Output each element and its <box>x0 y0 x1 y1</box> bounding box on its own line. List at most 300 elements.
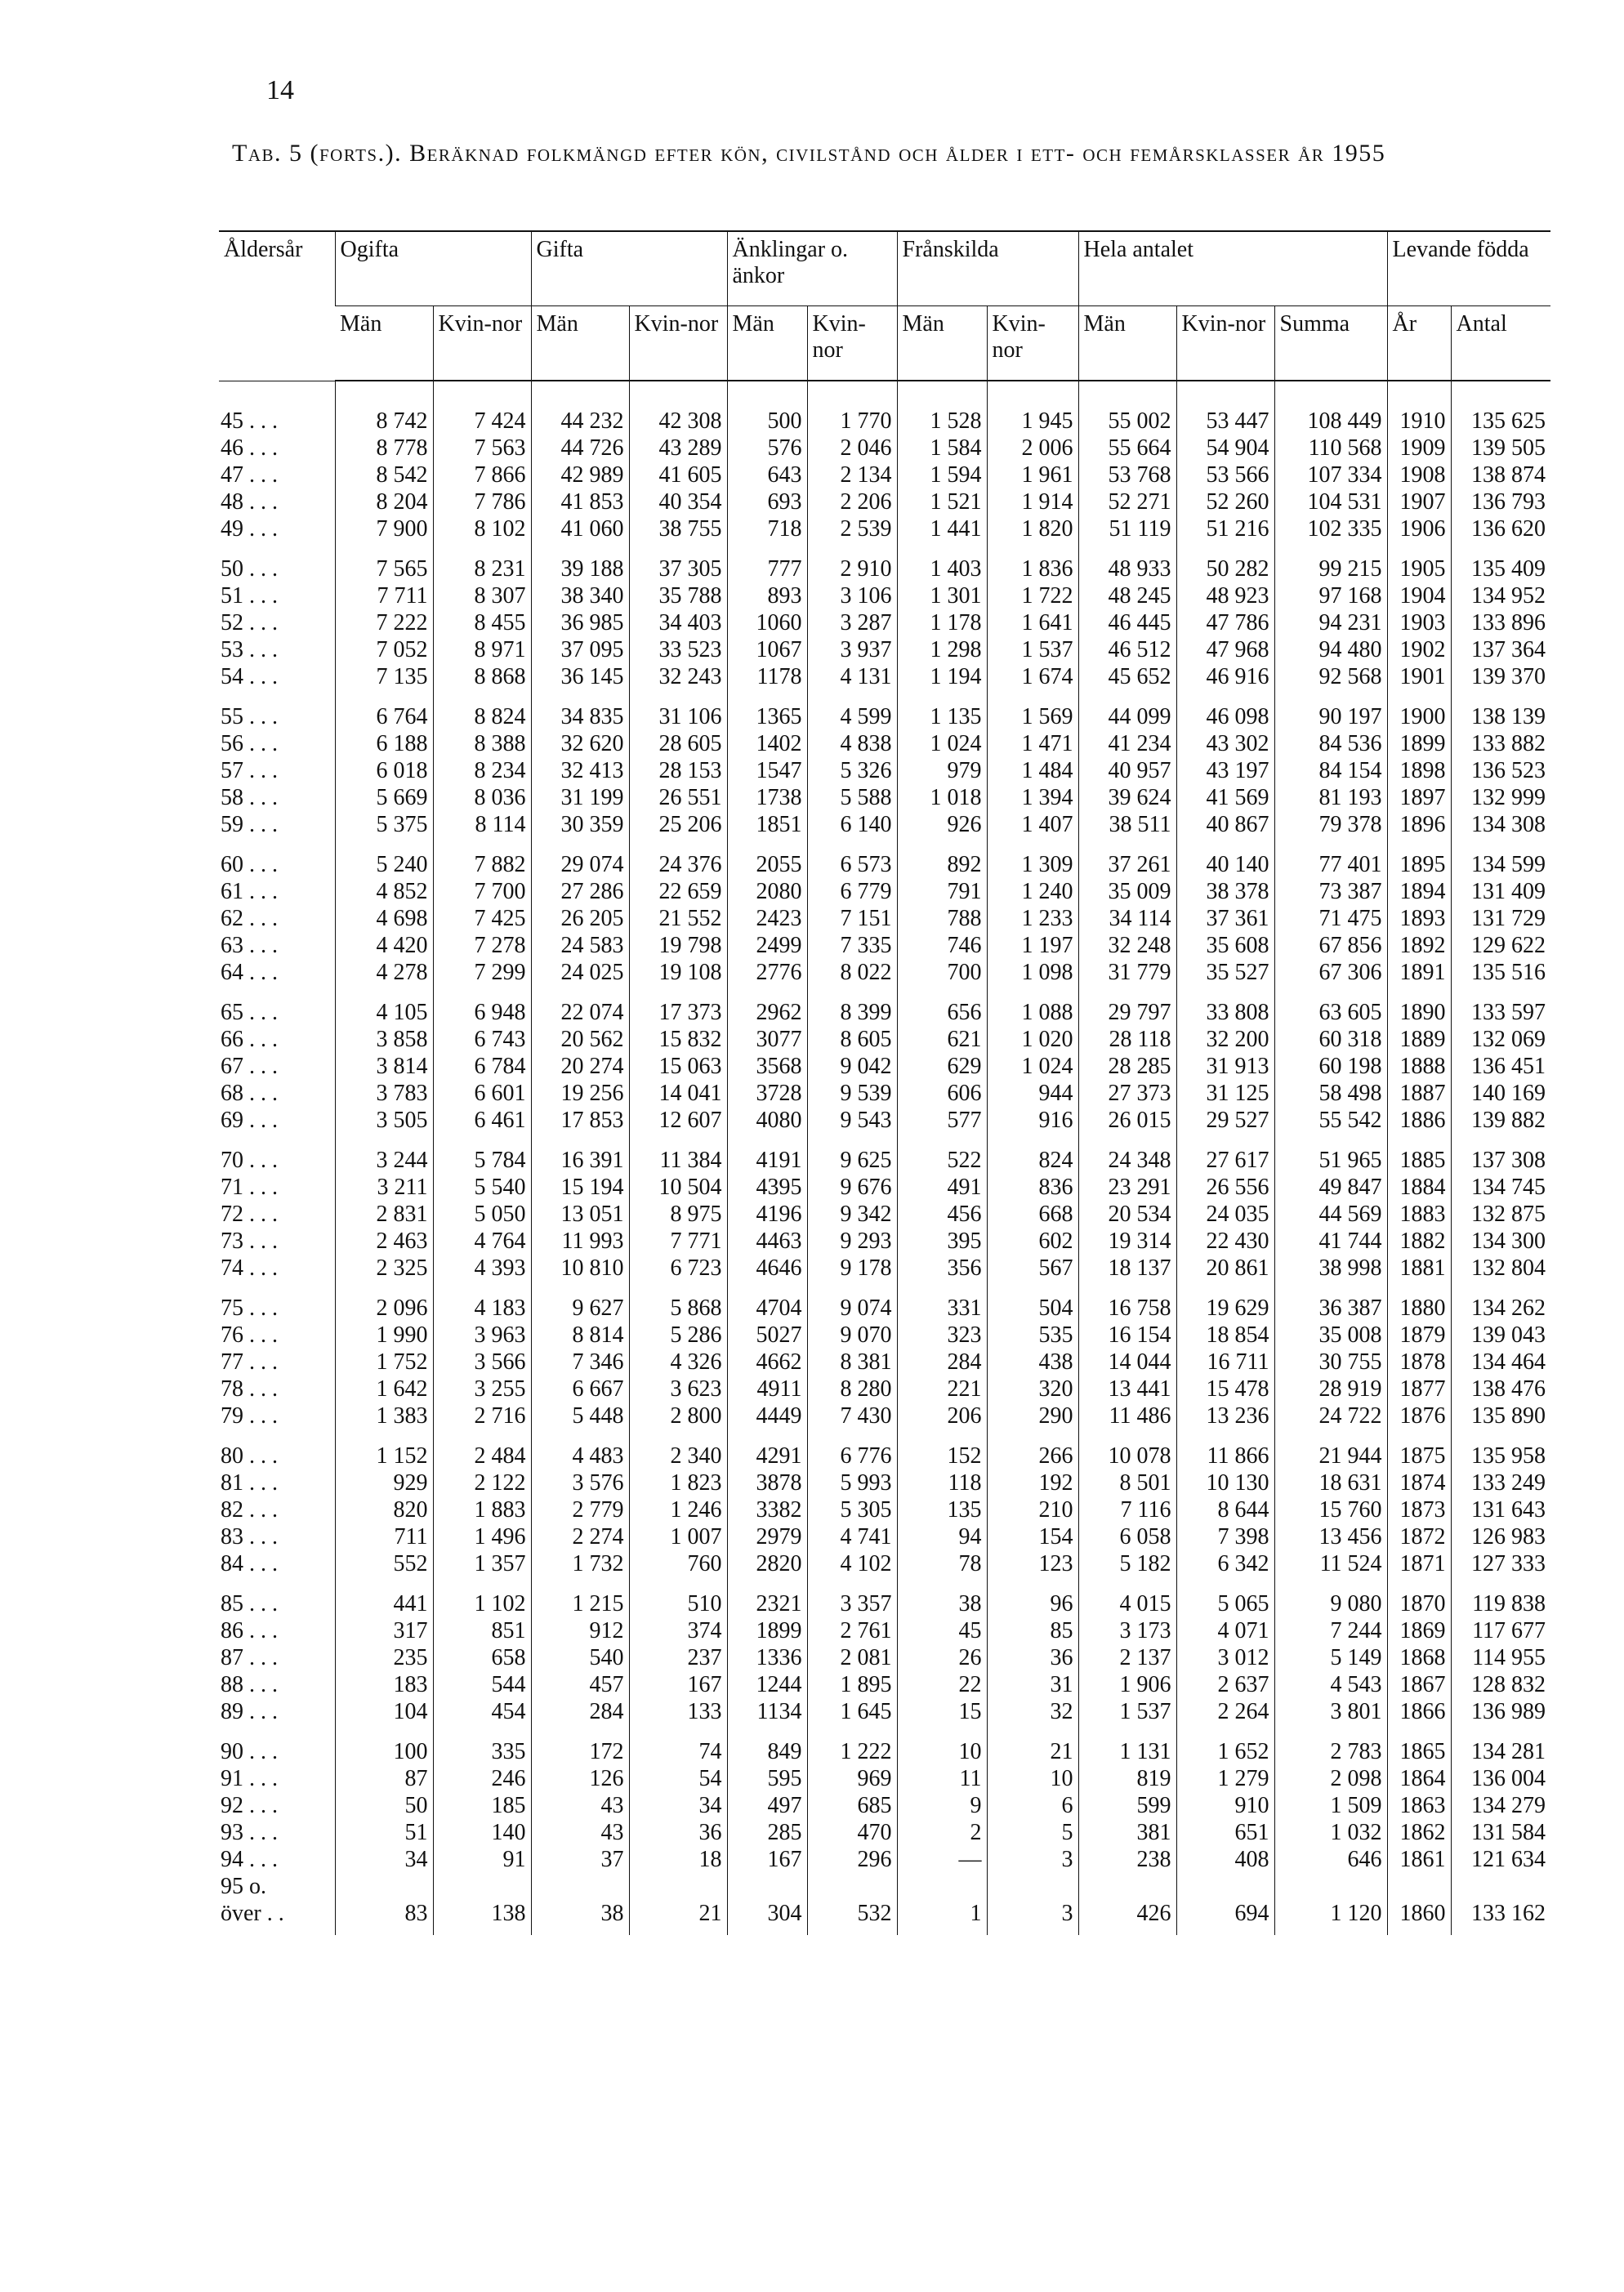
value-cell: 49 847 <box>1274 1174 1387 1201</box>
value-cell: 53 447 <box>1176 381 1274 435</box>
value-cell: 1896 <box>1387 811 1451 838</box>
table-row <box>219 1469 1550 1496</box>
value-cell: 7 116 <box>1078 1496 1176 1523</box>
value-cell: 16 154 <box>1078 1322 1176 1349</box>
value-cell: 656 <box>897 986 987 1026</box>
value-cell: 5 050 <box>433 1201 531 1228</box>
table-row <box>219 1873 1550 1900</box>
value-cell: 5 540 <box>433 1174 531 1201</box>
value-cell: 135 516 <box>1451 959 1550 986</box>
value-cell: 2776 <box>727 959 807 986</box>
value-cell: 4 741 <box>807 1523 897 1550</box>
value-cell: 651 <box>1176 1819 1274 1846</box>
value-cell: 1060 <box>727 609 807 636</box>
subheader-4: Män <box>727 306 807 381</box>
value-cell: 138 <box>433 1900 531 1935</box>
value-cell: 132 069 <box>1451 1026 1550 1053</box>
value-cell: 33 523 <box>629 636 727 663</box>
table-row <box>219 609 1550 636</box>
value-cell: 504 <box>987 1282 1078 1322</box>
value-cell: 1908 <box>1387 462 1451 488</box>
value-cell: 4 764 <box>433 1228 531 1255</box>
header-franskilda: Frånskilda <box>897 231 1078 306</box>
table-row <box>219 636 1550 663</box>
value-cell: 60 318 <box>1274 1026 1387 1053</box>
subheader-9: Kvin-nor <box>1176 306 1274 381</box>
value-cell: 4 420 <box>335 932 433 959</box>
value-cell: 7 299 <box>433 959 531 986</box>
value-cell: 4 326 <box>629 1349 727 1376</box>
value-cell: 711 <box>335 1523 433 1550</box>
value-cell: 7 052 <box>335 636 433 663</box>
value-cell: 185 <box>433 1792 531 1819</box>
value-cell: 139 043 <box>1451 1322 1550 1349</box>
value-cell: 5 286 <box>629 1322 727 1349</box>
subheader-6: Män <box>897 306 987 381</box>
value-cell: 19 798 <box>629 932 727 959</box>
value-cell: 1 298 <box>897 636 987 663</box>
table-row <box>219 878 1550 905</box>
value-cell: 454 <box>433 1698 531 1725</box>
value-cell: 8 778 <box>335 435 433 462</box>
value-cell: 51 119 <box>1078 515 1176 542</box>
value-cell: 1 914 <box>987 488 1078 515</box>
value-cell: 54 <box>629 1765 727 1792</box>
value-cell: 32 200 <box>1176 1026 1274 1053</box>
value-cell: 26 556 <box>1176 1174 1274 1201</box>
value-cell: 83 <box>335 1900 433 1935</box>
value-cell: 32 <box>987 1698 1078 1725</box>
value-cell: 912 <box>531 1617 629 1644</box>
value-cell: 34 403 <box>629 609 727 636</box>
value-cell: 84 154 <box>1274 757 1387 784</box>
value-cell: 10 <box>987 1765 1078 1792</box>
value-cell: 8 455 <box>433 609 531 636</box>
value-cell: 3 801 <box>1274 1698 1387 1725</box>
value-cell: 13 051 <box>531 1201 629 1228</box>
value-cell: 8 399 <box>807 986 897 1026</box>
value-cell: 849 <box>727 1725 807 1765</box>
value-cell: 9 080 <box>1274 1577 1387 1617</box>
value-cell: 5 868 <box>629 1282 727 1322</box>
table-row <box>219 1900 1550 1935</box>
table-row <box>219 1644 1550 1671</box>
value-cell: 1 823 <box>629 1469 727 1496</box>
value-cell: 6 <box>987 1792 1078 1819</box>
value-cell: 34 <box>629 1792 727 1819</box>
value-cell: 8 114 <box>433 811 531 838</box>
value-cell: 9 074 <box>807 1282 897 1322</box>
value-cell: 1899 <box>1387 730 1451 757</box>
value-cell: 1 279 <box>1176 1765 1274 1792</box>
value-cell: 3 814 <box>335 1053 433 1080</box>
value-cell: 4 102 <box>807 1550 897 1577</box>
table-title <box>232 137 1555 170</box>
value-cell: 1738 <box>727 784 807 811</box>
value-cell: 2962 <box>727 986 807 1026</box>
value-cell: 296 <box>807 1846 897 1873</box>
header-ogifta: Ogifta <box>335 231 531 306</box>
age-cell: 90 . . . <box>221 1739 278 1764</box>
value-cell: 2 046 <box>807 435 897 462</box>
value-cell: 9 070 <box>807 1322 897 1349</box>
value-cell: 36 <box>987 1644 1078 1671</box>
value-cell: 1 024 <box>987 1053 1078 1080</box>
value-cell: 3 566 <box>433 1349 531 1376</box>
value-cell: 522 <box>897 1134 987 1174</box>
value-cell: 3 783 <box>335 1080 433 1107</box>
subheader-7: Kvin-nor <box>987 306 1078 381</box>
value-cell: 694 <box>1176 1900 1274 1935</box>
value-cell: 31 <box>987 1671 1078 1698</box>
value-cell: 10 <box>897 1725 987 1765</box>
value-cell: 910 <box>1176 1792 1274 1819</box>
value-cell: 133 896 <box>1451 609 1550 636</box>
value-cell: 1 645 <box>807 1698 897 1725</box>
value-cell: 31 779 <box>1078 959 1176 986</box>
value-cell: 38 <box>897 1577 987 1617</box>
age-cell: 91 . . . <box>221 1766 278 1791</box>
value-cell: 77 401 <box>1274 838 1387 878</box>
value-cell: 1 496 <box>433 1523 531 1550</box>
value-cell: 4 543 <box>1274 1671 1387 1698</box>
age-cell: 83 . . . <box>221 1524 278 1550</box>
value-cell: 131 643 <box>1451 1496 1550 1523</box>
value-cell: 99 215 <box>1274 542 1387 582</box>
value-cell: 317 <box>335 1617 433 1644</box>
value-cell: 138 874 <box>1451 462 1550 488</box>
value-cell: 1867 <box>1387 1671 1451 1698</box>
value-cell: 21 <box>629 1900 727 1935</box>
age-cell: 85 . . . <box>221 1591 278 1616</box>
value-cell: 4191 <box>727 1134 807 1174</box>
age-cell: 48 . . . <box>221 489 278 515</box>
value-cell: 4 131 <box>807 663 897 690</box>
value-cell: 7 346 <box>531 1349 629 1376</box>
value-cell: 552 <box>335 1550 433 1577</box>
value-cell <box>897 1873 987 1900</box>
value-cell: 685 <box>807 1792 897 1819</box>
value-cell: 1 836 <box>987 542 1078 582</box>
value-cell: 133 882 <box>1451 730 1550 757</box>
value-cell: 1 007 <box>629 1523 727 1550</box>
value-cell: 893 <box>727 582 807 609</box>
value-cell: 20 534 <box>1078 1201 1176 1228</box>
value-cell: 5 305 <box>807 1496 897 1523</box>
value-cell: 1 309 <box>987 838 1078 878</box>
value-cell: 8 971 <box>433 636 531 663</box>
value-cell: 127 333 <box>1451 1550 1550 1577</box>
value-cell: 1906 <box>1387 515 1451 542</box>
value-cell: 28 919 <box>1274 1376 1387 1402</box>
value-cell: 15 478 <box>1176 1376 1274 1402</box>
value-cell: 46 445 <box>1078 609 1176 636</box>
table-row <box>219 1550 1550 1577</box>
value-cell: 4 278 <box>335 959 433 986</box>
value-cell: 6 723 <box>629 1255 727 1282</box>
value-cell: 30 359 <box>531 811 629 838</box>
age-cell: 68 . . . <box>221 1081 278 1106</box>
age-cell: 82 . . . <box>221 1497 278 1523</box>
value-cell: 10 504 <box>629 1174 727 1201</box>
value-cell: 1 018 <box>897 784 987 811</box>
value-cell: 1898 <box>1387 757 1451 784</box>
value-cell: 221 <box>897 1376 987 1402</box>
value-cell: 38 511 <box>1078 811 1176 838</box>
value-cell: 304 <box>727 1900 807 1935</box>
value-cell: 134 599 <box>1451 838 1550 878</box>
value-cell: 40 354 <box>629 488 727 515</box>
value-cell: 48 933 <box>1078 542 1176 582</box>
table-row <box>219 1134 1550 1174</box>
value-cell: 4 698 <box>335 905 433 932</box>
value-cell: 34 <box>335 1846 433 1873</box>
value-cell: 41 744 <box>1274 1228 1387 1255</box>
table-row <box>219 1846 1550 1873</box>
value-cell: 1876 <box>1387 1402 1451 1429</box>
value-cell: 2979 <box>727 1523 807 1550</box>
value-cell: — <box>897 1846 987 1873</box>
value-cell: 1 152 <box>335 1429 433 1469</box>
value-cell: 108 449 <box>1274 381 1387 435</box>
value-cell: 1 441 <box>897 515 987 542</box>
value-cell: 1 020 <box>987 1026 1078 1053</box>
value-cell: 133 <box>629 1698 727 1725</box>
age-cell: 95 o. <box>221 1874 266 1899</box>
value-cell: 929 <box>335 1469 433 1496</box>
value-cell: 5 240 <box>335 838 433 878</box>
value-cell: 32 620 <box>531 730 629 757</box>
header-age: Åldersår <box>219 231 335 381</box>
value-cell: 395 <box>897 1228 987 1255</box>
value-cell: 34 835 <box>531 690 629 730</box>
value-cell: 4463 <box>727 1228 807 1255</box>
value-cell: 1244 <box>727 1671 807 1698</box>
value-cell: 136 451 <box>1451 1053 1550 1080</box>
table-row <box>219 959 1550 986</box>
value-cell: 36 985 <box>531 609 629 636</box>
value-cell: 9 293 <box>807 1228 897 1255</box>
value-cell: 1 <box>897 1900 987 1935</box>
value-cell: 46 916 <box>1176 663 1274 690</box>
value-cell: 2 122 <box>433 1469 531 1496</box>
table-row <box>219 1671 1550 1698</box>
value-cell: 3878 <box>727 1469 807 1496</box>
value-cell: 7 425 <box>433 905 531 932</box>
value-cell: 133 249 <box>1451 1469 1550 1496</box>
value-cell: 824 <box>987 1134 1078 1174</box>
value-cell: 8 605 <box>807 1026 897 1053</box>
value-cell: 2321 <box>727 1577 807 1617</box>
value-cell: 1897 <box>1387 784 1451 811</box>
value-cell: 8 102 <box>433 515 531 542</box>
value-cell: 11 524 <box>1274 1550 1387 1577</box>
table-caption: Beräknad folkmängd efter kön, civilstånd och ålder i ett- och femårsklasser år 1955 <box>409 140 1386 167</box>
value-cell: 7 866 <box>433 462 531 488</box>
age-cell: 64 . . . <box>221 960 278 985</box>
value-cell: 134 952 <box>1451 582 1550 609</box>
table-row <box>219 1402 1550 1429</box>
value-cell: 12 607 <box>629 1107 727 1134</box>
value-cell: 19 108 <box>629 959 727 986</box>
age-cell: 66 . . . <box>221 1027 278 1052</box>
value-cell: 15 832 <box>629 1026 727 1053</box>
value-cell: 2 264 <box>1176 1698 1274 1725</box>
value-cell: 944 <box>987 1080 1078 1107</box>
value-cell: 1863 <box>1387 1792 1451 1819</box>
table-row <box>219 515 1550 542</box>
value-cell: 3 106 <box>807 582 897 609</box>
value-cell: 107 334 <box>1274 462 1387 488</box>
age-cell: 79 . . . <box>221 1403 278 1429</box>
value-cell: 1 032 <box>1274 1819 1387 1846</box>
value-cell: 1882 <box>1387 1228 1451 1255</box>
value-cell: 1 509 <box>1274 1792 1387 1819</box>
value-cell: 532 <box>807 1900 897 1935</box>
value-cell: 110 568 <box>1274 435 1387 462</box>
value-cell: 134 464 <box>1451 1349 1550 1376</box>
age-cell: 56 . . . <box>221 731 278 756</box>
value-cell: 1 357 <box>433 1550 531 1577</box>
value-cell: 1900 <box>1387 690 1451 730</box>
value-cell: 136 793 <box>1451 488 1550 515</box>
value-cell: 81 193 <box>1274 784 1387 811</box>
table-row <box>219 1523 1550 1550</box>
value-cell: 4911 <box>727 1376 807 1402</box>
value-cell: 26 015 <box>1078 1107 1176 1134</box>
value-cell: 1 233 <box>987 905 1078 932</box>
value-cell: 246 <box>433 1765 531 1792</box>
value-cell: 1402 <box>727 730 807 757</box>
value-cell: 31 199 <box>531 784 629 811</box>
table-row <box>219 582 1550 609</box>
value-cell: 544 <box>433 1671 531 1698</box>
value-cell: 4 015 <box>1078 1577 1176 1617</box>
value-cell: 16 711 <box>1176 1349 1274 1376</box>
value-cell: 44 569 <box>1274 1201 1387 1228</box>
value-cell: 136 004 <box>1451 1765 1550 1792</box>
value-cell: 22 659 <box>629 878 727 905</box>
value-cell: 123 <box>987 1550 1078 1577</box>
value-cell: 11 <box>897 1765 987 1792</box>
value-cell: 820 <box>335 1496 433 1523</box>
value-cell: 119 838 <box>1451 1577 1550 1617</box>
value-cell: 4 105 <box>335 986 433 1026</box>
value-cell: 2 800 <box>629 1402 727 1429</box>
value-cell: 44 726 <box>531 435 629 462</box>
value-cell: 2 137 <box>1078 1644 1176 1671</box>
value-cell: 128 832 <box>1451 1671 1550 1698</box>
table-row <box>219 435 1550 462</box>
value-cell: 135 890 <box>1451 1402 1550 1429</box>
value-cell: 35 008 <box>1274 1322 1387 1349</box>
value-cell: 2080 <box>727 878 807 905</box>
table-row <box>219 1617 1550 1644</box>
value-cell: 374 <box>629 1617 727 1644</box>
value-cell: 15 063 <box>629 1053 727 1080</box>
value-cell: 52 260 <box>1176 488 1274 515</box>
age-cell: 61 . . . <box>221 879 278 904</box>
value-cell: 21 <box>987 1725 1078 1765</box>
table-row <box>219 1322 1550 1349</box>
value-cell: 206 <box>897 1402 987 1429</box>
age-cell: 81 . . . <box>221 1470 278 1496</box>
value-cell: 137 308 <box>1451 1134 1550 1174</box>
value-cell: 1907 <box>1387 488 1451 515</box>
age-cell: 73 . . . <box>221 1228 278 1254</box>
table-row <box>219 1376 1550 1402</box>
value-cell: 37 361 <box>1176 905 1274 932</box>
value-cell: 138 476 <box>1451 1376 1550 1402</box>
value-cell: 1894 <box>1387 878 1451 905</box>
age-cell: 77 . . . <box>221 1349 278 1375</box>
header-hela-antalet: Hela antalet <box>1078 231 1387 306</box>
value-cell: 7 565 <box>335 542 433 582</box>
value-cell: 94 <box>897 1523 987 1550</box>
age-cell: 51 . . . <box>221 583 278 609</box>
value-cell: 48 245 <box>1078 582 1176 609</box>
value-cell: 3728 <box>727 1080 807 1107</box>
age-cell: 53 . . . <box>221 637 278 662</box>
value-cell: 1864 <box>1387 1765 1451 1792</box>
value-cell: 172 <box>531 1725 629 1765</box>
value-cell: 892 <box>897 838 987 878</box>
value-cell: 4291 <box>727 1429 807 1469</box>
value-cell: 24 722 <box>1274 1402 1387 1429</box>
value-cell: 788 <box>897 905 987 932</box>
value-cell: 53 768 <box>1078 462 1176 488</box>
value-cell: 1895 <box>1387 838 1451 878</box>
age-cell: 92 . . . <box>221 1793 278 1818</box>
value-cell: 17 373 <box>629 986 727 1026</box>
value-cell: 2 831 <box>335 1201 433 1228</box>
value-cell: 4 071 <box>1176 1617 1274 1644</box>
value-cell: 3 623 <box>629 1376 727 1402</box>
value-cell: 2 096 <box>335 1282 433 1322</box>
value-cell: 2820 <box>727 1550 807 1577</box>
value-cell: 26 <box>897 1644 987 1671</box>
value-cell: 595 <box>727 1765 807 1792</box>
value-cell: 2423 <box>727 905 807 932</box>
value-cell: 5027 <box>727 1322 807 1349</box>
value-cell: 55 664 <box>1078 435 1176 462</box>
value-cell: 1 383 <box>335 1402 433 1429</box>
value-cell: 31 913 <box>1176 1053 1274 1080</box>
age-cell: 47 . . . <box>221 462 278 488</box>
value-cell: 9 539 <box>807 1080 897 1107</box>
value-cell: 18 <box>629 1846 727 1873</box>
age-cell: 62 . . . <box>221 906 278 931</box>
value-cell: 48 923 <box>1176 582 1274 609</box>
value-cell: 29 797 <box>1078 986 1176 1026</box>
value-cell: 9 676 <box>807 1174 897 1201</box>
value-cell: 1860 <box>1387 1900 1451 1935</box>
value-cell: 8 234 <box>433 757 531 784</box>
table-row <box>219 986 1550 1026</box>
value-cell: 285 <box>727 1819 807 1846</box>
value-cell: 139 505 <box>1451 435 1550 462</box>
table-row <box>219 905 1550 932</box>
value-cell: 138 139 <box>1451 690 1550 730</box>
value-cell: 6 188 <box>335 730 433 757</box>
value-cell: 7 900 <box>335 515 433 542</box>
value-cell: 2 716 <box>433 1402 531 1429</box>
value-cell: 29 527 <box>1176 1107 1274 1134</box>
value-cell: 42 308 <box>629 381 727 435</box>
value-cell <box>531 1873 629 1900</box>
value-cell: 777 <box>727 542 807 582</box>
value-cell: 4 838 <box>807 730 897 757</box>
